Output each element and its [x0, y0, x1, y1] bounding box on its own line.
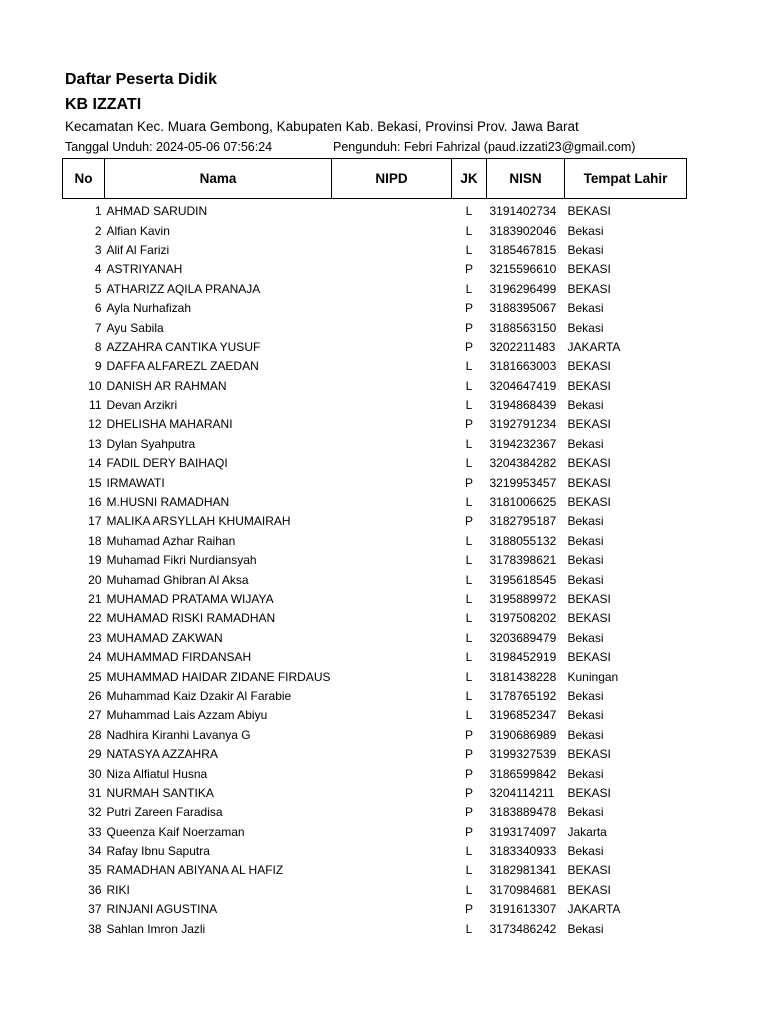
- cell-tempat-lahir: Bekasi: [567, 727, 604, 742]
- cell-nama: Muhammad Lais Azzam Abiyu: [106, 708, 268, 723]
- table-row: [63, 454, 687, 473]
- cell-nipd: [332, 823, 452, 842]
- cell-nisn: 3191402734: [489, 204, 557, 219]
- cell-no: 3: [94, 242, 102, 257]
- cell-nama: RINJANI AGUSTINA: [106, 902, 218, 917]
- cell-nipd: [332, 784, 452, 803]
- cell-no: 13: [88, 436, 102, 451]
- cell-tempat-lahir: Bekasi: [567, 844, 604, 859]
- cell-nisn: 3182795187: [489, 514, 557, 529]
- table-row: [63, 823, 687, 842]
- cell-jk: L: [465, 533, 473, 548]
- cell-tempat-lahir: BEKASI: [567, 475, 611, 490]
- cell-nipd: [332, 318, 452, 337]
- cell-jk: P: [464, 785, 473, 800]
- student-table: [62, 158, 687, 939]
- cell-nipd: [332, 512, 452, 531]
- cell-tempat-lahir: BEKASI: [567, 785, 611, 800]
- cell-nama: ATHARIZZ AQILA PRANAJA: [106, 281, 261, 296]
- cell-nisn: 3196296499: [489, 281, 557, 296]
- cell-nipd: [332, 415, 452, 434]
- cell-nipd: [332, 280, 452, 299]
- cell-no: 31: [88, 785, 102, 800]
- cell-no: 2: [94, 223, 102, 238]
- table-row: [63, 667, 687, 686]
- cell-tempat-lahir: Bekasi: [567, 805, 604, 820]
- cell-nama: Sahlan Imron Jazli: [106, 921, 206, 936]
- cell-jk: L: [465, 669, 473, 684]
- cell-jk: L: [465, 223, 473, 238]
- cell-no: 16: [88, 495, 102, 510]
- cell-nama: Muhamad Azhar Raihan: [106, 533, 236, 548]
- cell-nipd: [332, 454, 452, 473]
- cell-no: 9: [94, 359, 102, 374]
- cell-nisn: 3191613307: [489, 902, 557, 917]
- cell-nama: FADIL DERY BAIHAQI: [106, 456, 228, 471]
- cell-tempat-lahir: Bekasi: [567, 301, 604, 316]
- cell-jk: L: [465, 456, 473, 471]
- cell-tempat-lahir: Bekasi: [567, 223, 604, 238]
- cell-jk: P: [464, 766, 473, 781]
- cell-nama: Ayla Nurhafizah: [106, 301, 191, 316]
- cell-tempat-lahir: BEKASI: [567, 592, 611, 606]
- cell-no: 37: [88, 902, 102, 917]
- cell-tempat-lahir: BEKASI: [567, 456, 611, 471]
- cell-nama: M.HUSNI RAMADHAN: [106, 495, 230, 510]
- cell-no: 36: [88, 882, 102, 897]
- table-row: [63, 900, 687, 919]
- cell-nama: Muhammad Kaiz Dzakir Al Farabie: [106, 688, 292, 703]
- cell-nipd: [332, 667, 452, 686]
- table-row: [63, 280, 687, 299]
- cell-no: 5: [94, 281, 102, 296]
- cell-jk: P: [464, 514, 473, 529]
- cell-tempat-lahir: BEKASI: [567, 417, 611, 432]
- cell-no: 6: [94, 301, 102, 316]
- address-line: Kecamatan Kec. Muara Gembong, Kabupaten Kab. Bekasi, Provinsi Prov. Jawa Barat: [65, 119, 579, 134]
- cell-nisn: 3182981341: [489, 863, 557, 878]
- cell-nipd: [332, 357, 452, 376]
- cell-no: 27: [88, 708, 102, 723]
- cell-tempat-lahir: Bekasi: [567, 553, 604, 568]
- cell-nisn: 3196852347: [489, 708, 557, 723]
- cell-nama: DHELISHA MAHARANI: [106, 417, 233, 432]
- cell-nisn: 3199327539: [489, 747, 557, 762]
- cell-tempat-lahir: JAKARTA: [567, 902, 621, 917]
- table-row: [63, 842, 687, 861]
- cell-nisn: 3188563150: [489, 320, 557, 335]
- cell-tempat-lahir: Bekasi: [567, 242, 604, 257]
- cell-tempat-lahir: BEKASI: [567, 863, 611, 878]
- cell-nipd: [332, 900, 452, 919]
- cell-jk: P: [464, 727, 473, 742]
- table-row: [63, 861, 687, 880]
- cell-nisn: 3181663003: [489, 359, 557, 374]
- cell-no: 7: [94, 320, 102, 335]
- column-header-nama: Nama: [105, 159, 332, 199]
- cell-nipd: [332, 609, 452, 628]
- cell-nama: RAMADHAN ABIYANA AL HAFIZ: [106, 863, 284, 878]
- page-title: Daftar Peserta Didik: [65, 71, 218, 88]
- cell-tempat-lahir: Jakarta: [567, 824, 607, 839]
- cell-nipd: [332, 551, 452, 570]
- cell-nipd: [332, 861, 452, 880]
- cell-nisn: 3192791234: [489, 417, 557, 432]
- cell-tempat-lahir: Bekasi: [567, 572, 604, 587]
- cell-jk: L: [465, 204, 473, 219]
- cell-tempat-lahir: Bekasi: [567, 436, 604, 451]
- cell-jk: P: [464, 805, 473, 820]
- cell-nisn: 3181006625: [489, 495, 557, 510]
- cell-jk: L: [465, 882, 473, 897]
- cell-nisn: 3178765192: [489, 688, 557, 703]
- cell-nama: Ayu Sabila: [106, 320, 164, 335]
- cell-nama: MUHAMAD ZAKWAN: [106, 630, 223, 645]
- cell-nipd: [332, 377, 452, 396]
- cell-no: 12: [88, 417, 102, 432]
- cell-nipd: [332, 493, 452, 512]
- column-header-no: No: [63, 159, 105, 199]
- cell-jk: L: [465, 863, 473, 878]
- cell-tempat-lahir: BEKASI: [567, 650, 611, 665]
- cell-no: 34: [88, 844, 102, 859]
- table-row: [63, 299, 687, 318]
- cell-nama: MUHAMMAD FIRDANSAH: [106, 650, 252, 665]
- cell-nisn: 3194868439: [489, 398, 557, 413]
- table-row: [63, 396, 687, 415]
- cell-jk: L: [465, 592, 473, 606]
- cell-tempat-lahir: Bekasi: [567, 630, 604, 645]
- cell-jk: P: [464, 475, 473, 490]
- table-row: [63, 590, 687, 609]
- cell-no: 30: [88, 766, 102, 781]
- cell-no: 23: [88, 630, 102, 645]
- cell-no: 18: [88, 533, 102, 548]
- cell-nisn: 3197508202: [489, 611, 557, 626]
- cell-nama: MALIKA ARSYLLAH KHUMAIRAH: [106, 514, 291, 529]
- table-row: [63, 609, 687, 628]
- cell-tempat-lahir: Bekasi: [567, 766, 604, 781]
- cell-nipd: [332, 532, 452, 551]
- table-row: [63, 687, 687, 706]
- cell-jk: L: [465, 553, 473, 568]
- cell-jk: L: [465, 611, 473, 626]
- table-row: [63, 629, 687, 648]
- cell-nama: Devan Arzikri: [106, 398, 178, 413]
- cell-jk: L: [465, 281, 473, 296]
- cell-nipd: [332, 764, 452, 783]
- cell-nisn: 3178398621: [489, 553, 557, 568]
- table-row: [63, 473, 687, 492]
- cell-nisn: 3204384282: [489, 456, 557, 471]
- cell-nipd: [332, 570, 452, 589]
- cell-tempat-lahir: Kuningan: [567, 669, 619, 684]
- cell-jk: L: [465, 242, 473, 257]
- table-row: [63, 706, 687, 725]
- table-row: [63, 551, 687, 570]
- cell-no: 24: [88, 650, 102, 665]
- cell-nisn: 3202211483: [489, 339, 556, 354]
- cell-jk: P: [464, 417, 473, 432]
- column-header-nipd: NIPD: [332, 159, 452, 199]
- download-date: Tanggal Unduh: 2024-05-06 07:56:24: [65, 140, 273, 154]
- table-row: [63, 784, 687, 803]
- table-row: [63, 202, 687, 221]
- cell-nipd: [332, 435, 452, 454]
- cell-nama: Rafay Ibnu Saputra: [106, 844, 210, 859]
- cell-no: 1: [94, 204, 102, 219]
- cell-nipd: [332, 726, 452, 745]
- cell-nama: DAFFA ALFAREZL ZAEDAN: [106, 359, 259, 374]
- cell-tempat-lahir: JAKARTA: [567, 339, 621, 354]
- table-row: [63, 357, 687, 376]
- cell-nama: Dylan Syahputra: [106, 436, 196, 451]
- cell-no: 35: [88, 863, 102, 878]
- table-row: [63, 745, 687, 764]
- cell-nisn: 3186599842: [489, 766, 557, 781]
- downloader-info: Pengunduh: Febri Fahrizal (paud.izzati23@gmail.com): [333, 140, 636, 154]
- cell-nipd: [332, 202, 452, 221]
- cell-no: 15: [88, 475, 102, 490]
- cell-nama: Nadhira Kiranhi Lavanya G: [106, 727, 251, 742]
- cell-jk: L: [465, 688, 473, 703]
- cell-nisn: 3198452919: [489, 650, 557, 665]
- cell-nama: Muhamad Ghibran Al Aksa: [106, 572, 249, 587]
- cell-nisn: 3204647419: [489, 378, 557, 393]
- table-row: [63, 648, 687, 667]
- cell-nipd: [332, 687, 452, 706]
- cell-no: 14: [88, 456, 102, 471]
- cell-nisn: 3170984681: [489, 882, 557, 897]
- cell-tempat-lahir: BEKASI: [567, 204, 611, 219]
- cell-nipd: [332, 473, 452, 492]
- cell-nipd: [332, 745, 452, 764]
- cell-tempat-lahir: Bekasi: [567, 533, 604, 548]
- cell-nipd: [332, 648, 452, 667]
- table-row: [63, 803, 687, 822]
- cell-no: 21: [88, 592, 102, 606]
- cell-nama: Alfian Kavin: [106, 223, 170, 238]
- cell-nipd: [332, 629, 452, 648]
- cell-jk: L: [465, 844, 473, 859]
- cell-nama: Putri Zareen Faradisa: [106, 805, 223, 820]
- cell-nisn: 3173486242: [489, 921, 557, 936]
- cell-nama: ASTRIYANAH: [106, 262, 183, 277]
- table-row: [63, 764, 687, 783]
- cell-nisn: 3183889478: [489, 805, 557, 820]
- cell-tempat-lahir: Bekasi: [567, 688, 604, 703]
- column-header-nisn: NISN: [487, 159, 565, 199]
- cell-nama: AHMAD SARUDIN: [106, 204, 208, 219]
- table-row: [63, 241, 687, 260]
- cell-jk: L: [465, 572, 473, 587]
- table-row: [63, 919, 687, 938]
- cell-nama: MUHAMMAD HAIDAR ZIDANE FIRDAUS: [106, 669, 331, 684]
- cell-jk: P: [464, 824, 473, 839]
- cell-nama: Alif Al Farizi: [106, 242, 170, 257]
- cell-tempat-lahir: BEKASI: [567, 281, 611, 296]
- cell-nama: NATASYA AZZAHRA: [106, 747, 218, 762]
- cell-nisn: 3188055132: [489, 533, 557, 548]
- cell-nama: Queenza Kaif Noerzaman: [106, 824, 245, 839]
- cell-nisn: 3183340933: [489, 844, 557, 859]
- cell-nipd: [332, 221, 452, 240]
- school-name: KB IZZATI: [65, 96, 142, 113]
- cell-nisn: 3195889972: [489, 592, 557, 606]
- table-row: [63, 415, 687, 434]
- cell-nipd: [332, 842, 452, 861]
- cell-nipd: [332, 803, 452, 822]
- cell-jk: L: [465, 921, 473, 936]
- cell-nisn: 3190686989: [489, 727, 557, 742]
- cell-nisn: 3193174097: [489, 824, 557, 839]
- cell-nisn: 3204114211: [489, 785, 555, 800]
- cell-jk: P: [464, 339, 473, 354]
- cell-no: 28: [88, 727, 102, 742]
- table-row: [63, 726, 687, 745]
- cell-jk: L: [465, 650, 473, 665]
- cell-nisn: 3203689479: [489, 630, 557, 645]
- cell-tempat-lahir: BEKASI: [567, 262, 611, 277]
- cell-tempat-lahir: Bekasi: [567, 921, 604, 936]
- cell-jk: P: [464, 301, 473, 316]
- cell-no: 8: [94, 339, 102, 354]
- cell-no: 32: [88, 805, 102, 820]
- cell-nama: MUHAMAD PRATAMA WIJAYA: [106, 592, 274, 606]
- cell-nipd: [332, 919, 452, 938]
- cell-jk: L: [465, 630, 473, 645]
- cell-jk: L: [465, 359, 473, 374]
- cell-no: 38: [88, 921, 102, 936]
- column-header-jk: JK: [452, 159, 487, 199]
- cell-jk: L: [465, 495, 473, 510]
- cell-jk: P: [464, 320, 473, 335]
- table-row: [63, 260, 687, 279]
- cell-nama: AZZAHRA CANTIKA YUSUF: [106, 339, 261, 354]
- cell-no: 19: [88, 553, 102, 568]
- table-header-row: [63, 159, 687, 199]
- cell-no: 4: [94, 262, 102, 277]
- cell-jk: P: [464, 902, 473, 917]
- table-row: [63, 318, 687, 337]
- cell-no: 26: [88, 688, 102, 703]
- cell-jk: P: [464, 747, 473, 762]
- cell-jk: P: [464, 262, 473, 277]
- cell-nisn: 3183902046: [489, 223, 557, 238]
- table-row: [63, 493, 687, 512]
- cell-nama: DANISH AR RAHMAN: [106, 378, 227, 393]
- table-row: [63, 512, 687, 531]
- cell-nisn: 3194232367: [489, 436, 557, 451]
- cell-tempat-lahir: Bekasi: [567, 398, 604, 413]
- cell-nisn: 3219953457: [489, 475, 557, 490]
- cell-nama: NURMAH SANTIKA: [106, 785, 214, 800]
- cell-nipd: [332, 299, 452, 318]
- cell-nisn: 3188395067: [489, 301, 557, 316]
- cell-jk: L: [465, 436, 473, 451]
- cell-nipd: [332, 338, 452, 357]
- cell-no: 10: [88, 378, 102, 393]
- table-row: [63, 377, 687, 396]
- cell-no: 33: [88, 824, 102, 839]
- cell-nipd: [332, 881, 452, 900]
- cell-tempat-lahir: BEKASI: [567, 882, 611, 897]
- cell-tempat-lahir: BEKASI: [567, 359, 611, 374]
- cell-no: 20: [88, 572, 102, 587]
- cell-tempat-lahir: BEKASI: [567, 611, 611, 626]
- cell-tempat-lahir: BEKASI: [567, 495, 611, 510]
- cell-no: 11: [89, 398, 102, 413]
- cell-jk: L: [465, 378, 473, 393]
- cell-nisn: 3181438228: [489, 669, 557, 684]
- column-header-tempat-lahir: Tempat Lahir: [565, 159, 687, 199]
- cell-nipd: [332, 241, 452, 260]
- cell-jk: L: [465, 708, 473, 723]
- cell-no: 22: [88, 611, 102, 626]
- table-row: [63, 532, 687, 551]
- cell-no: 17: [88, 514, 102, 529]
- cell-tempat-lahir: BEKASI: [567, 378, 611, 393]
- cell-tempat-lahir: BEKASI: [567, 747, 611, 762]
- cell-nisn: 3185467815: [489, 242, 557, 257]
- cell-nipd: [332, 706, 452, 725]
- cell-jk: L: [465, 398, 473, 413]
- cell-tempat-lahir: Bekasi: [567, 708, 604, 723]
- table-row: [63, 570, 687, 589]
- cell-nama: Muhamad Fikri Nurdiansyah: [106, 553, 257, 568]
- cell-nama: MUHAMAD RISKI RAMADHAN: [106, 611, 276, 626]
- cell-no: 29: [88, 747, 102, 762]
- table-row: [63, 338, 687, 357]
- cell-no: 25: [88, 669, 102, 684]
- table-row: [63, 435, 687, 454]
- cell-tempat-lahir: Bekasi: [567, 514, 604, 529]
- cell-nipd: [332, 396, 452, 415]
- table-row: [63, 221, 687, 240]
- cell-nipd: [332, 590, 452, 609]
- cell-nama: IRMAWATI: [106, 475, 165, 490]
- cell-nisn: 3195618545: [489, 572, 557, 587]
- cell-nisn: 3215596610: [489, 262, 557, 277]
- table-row: [63, 881, 687, 900]
- cell-nama: RIKI: [106, 882, 130, 897]
- cell-nipd: [332, 260, 452, 279]
- cell-tempat-lahir: Bekasi: [567, 320, 604, 335]
- cell-nama: Niza Alfiatul Husna: [106, 766, 208, 781]
